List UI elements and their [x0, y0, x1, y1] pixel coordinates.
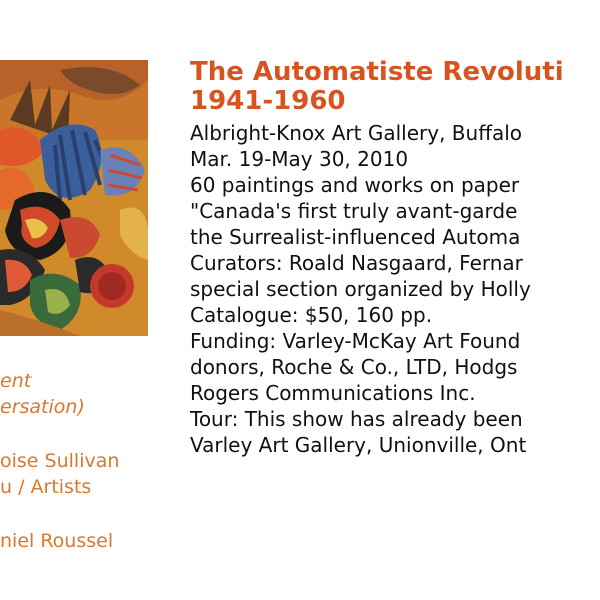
detail-line: Curators: Roald Nasgaard, Fernar	[190, 251, 523, 275]
detail-line: the Surrealist-influenced Automa	[190, 225, 521, 249]
caption-line[interactable]: ersation)	[0, 396, 85, 418]
detail-line: Varley Art Gallery, Unionville, Ont	[190, 433, 527, 457]
detail-line: Catalogue: $50, 160 pp.	[190, 303, 433, 327]
sidebar-caption	[0, 368, 180, 554]
detail-line: donors, Roche & Co., LTD, Hodgs	[190, 355, 518, 379]
caption-spacer	[0, 500, 180, 528]
exhibition-details	[190, 120, 600, 458]
exhibition-title[interactable]	[190, 58, 600, 116]
detail-line: Rogers Communications Inc.	[190, 381, 476, 405]
detail-line: Funding: Varley-McKay Art Found	[190, 329, 521, 353]
detail-line: Albright-Knox Art Gallery, Buffalo	[190, 121, 523, 145]
exhibition-title-line: The Automatiste Revoluti	[190, 57, 564, 87]
detail-line: 60 paintings and works on paper	[190, 173, 520, 197]
caption-line[interactable]: niel Roussel	[0, 530, 114, 552]
detail-line: Mar. 19-May 30, 2010	[190, 147, 409, 171]
painting-image[interactable]	[0, 60, 148, 336]
exhibition-title-line: 1941-1960	[190, 86, 346, 116]
detail-line: Tour: This show has already been	[190, 407, 523, 431]
caption-spacer	[0, 420, 180, 448]
caption-line[interactable]: u / Artists	[0, 476, 92, 498]
exhibition-article	[190, 58, 600, 458]
detail-line: "Canada's first truly avant-garde	[190, 199, 518, 223]
painting-artwork	[0, 60, 148, 336]
caption-line[interactable]: ent	[0, 370, 32, 392]
caption-line[interactable]: oise Sullivan	[0, 450, 120, 472]
detail-line: special section organized by Holly	[190, 277, 531, 301]
